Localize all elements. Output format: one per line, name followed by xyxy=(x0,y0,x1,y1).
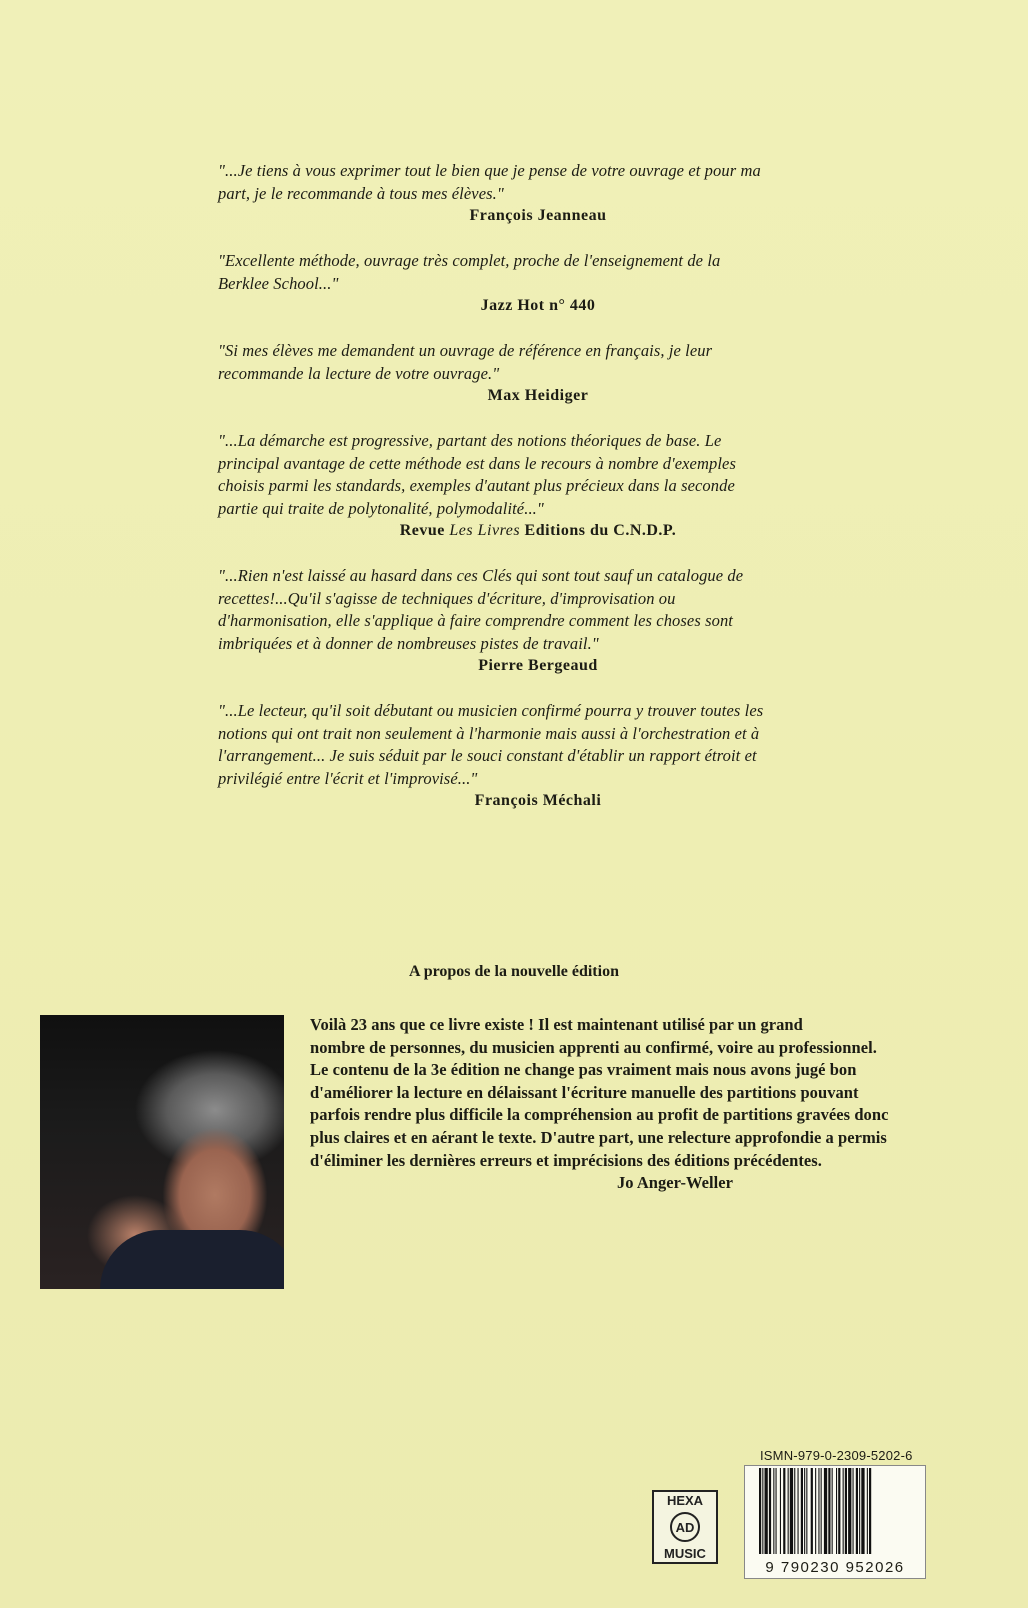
barcode-bar xyxy=(780,1468,781,1554)
barcode-bars xyxy=(759,1468,911,1554)
quote-author xyxy=(218,520,858,542)
quote-line: recommande la lecture de votre ouvrage." xyxy=(218,363,500,383)
quote-author: Pierre Bergeaud xyxy=(478,657,598,674)
quote-line: recettes!...Qu'il s'agisse de techniques d'écriture, d'improvisation ou xyxy=(218,588,676,608)
quote-line: "...La démarche est progressive, partant des notions théoriques de base. Le xyxy=(218,431,722,450)
barcode-bar xyxy=(838,1468,840,1554)
barcode-bar xyxy=(828,1468,830,1554)
barcode-bar xyxy=(804,1468,805,1554)
barcode-bar xyxy=(815,1468,816,1554)
logo-graphic xyxy=(652,1490,718,1564)
barcode-bar xyxy=(818,1468,819,1554)
quote-line: Berklee School..." xyxy=(218,273,339,293)
quote-line: "...Rien n'est laissé au hasard dans ces Clés qui sont tout sauf un catalogue de xyxy=(218,566,744,585)
barcode-bar xyxy=(790,1468,793,1554)
quote-author: Jazz Hot n° 440 xyxy=(480,297,596,314)
quote-line: d'harmonisation, elle s'applique à faire comprendre comment les choses sont xyxy=(218,611,733,630)
about-line: d'améliorer la lecture en délaissant l'écriture manuelle des partitions pouvant xyxy=(310,1082,859,1102)
about-line: plus claires et en aérant le texte. D'autre part, une relecture approfondie a permis xyxy=(310,1127,887,1147)
quote-line: "...Je tiens à vous exprimer tout le bien que je pense de votre ouvrage et pour ma xyxy=(218,161,761,180)
quote-author: François Jeanneau xyxy=(469,207,607,224)
barcode-bar xyxy=(836,1468,837,1554)
about-title: A propos de la nouvelle édition xyxy=(409,963,619,980)
barcode-bar xyxy=(811,1468,813,1554)
barcode-bar xyxy=(759,1468,761,1554)
barcode-bar xyxy=(776,1468,777,1554)
barcode-bar xyxy=(794,1468,795,1554)
quote-jazz-hot xyxy=(218,250,858,317)
ismn-code: ISMN-979-0-2309-5202-6 xyxy=(760,1448,913,1463)
photo-shoulders xyxy=(100,1230,284,1289)
barcode-bar xyxy=(798,1468,799,1554)
quote-author: François Méchali xyxy=(474,792,602,809)
quote-line: "Excellente méthode, ouvrage très complet, proche de l'enseignement de la xyxy=(218,251,721,270)
about-line: nombre de personnes, du musicien apprenti au confirmé, voire au professionnel. xyxy=(310,1037,877,1057)
about-line: parfois rendre plus difficile la compréhension au profit de partitions gravées donc xyxy=(310,1105,889,1125)
barcode-bar xyxy=(832,1468,833,1554)
about-line: Voilà 23 ans que ce livre existe ! Il est maintenant utilisé par un grand xyxy=(310,1015,803,1034)
quote-jeanneau xyxy=(218,160,858,227)
logo-bottom-text: MUSIC xyxy=(664,1546,706,1561)
barcode-bar xyxy=(788,1468,789,1554)
barcode-bar xyxy=(773,1468,774,1554)
barcode-bar xyxy=(801,1468,803,1554)
author-prefix: Revue xyxy=(399,522,450,539)
quote-heidiger xyxy=(218,340,858,407)
barcode-bar xyxy=(783,1468,785,1554)
quote-line: notions qui ont trait non seulement à l'harmonie mais aussi à l'orchestration et à xyxy=(218,723,760,743)
barcode xyxy=(744,1465,926,1579)
about-paragraph xyxy=(310,1014,980,1195)
barcode-bar xyxy=(861,1468,864,1554)
logo-top-text: HEXA xyxy=(666,1493,704,1508)
barcode-bar xyxy=(769,1468,771,1554)
barcode-digits: 9 790230 952026 xyxy=(765,1559,905,1576)
quote-author: Max Heidiger xyxy=(487,387,589,404)
barcode-bar xyxy=(853,1468,854,1554)
quote-mechali xyxy=(218,700,858,812)
quote-bergeaud xyxy=(218,565,858,677)
quote-line: privilégié entre l'écrit et l'improvisé..." xyxy=(218,768,478,788)
barcode-bar xyxy=(856,1468,858,1554)
quote-line: principal avantage de cette méthode est dans le recours à nombre d'exemples xyxy=(218,453,736,473)
about-author: Jo Anger-Weller xyxy=(616,1173,734,1193)
barcode-bar xyxy=(843,1468,844,1554)
quote-line: partie qui traite de polytonalité, polymodalité..." xyxy=(218,498,544,518)
barcode-bar xyxy=(765,1468,768,1554)
author-publication: Les Livres xyxy=(449,522,521,539)
quote-line: "Si mes élèves me demandent un ouvrage de référence en français, je leur xyxy=(218,341,713,360)
barcode-bar xyxy=(821,1468,822,1554)
barcode-bar xyxy=(848,1468,851,1554)
quote-line: imbriquées et à donner de nombreuses pistes de travail." xyxy=(218,633,599,653)
quote-line: choisis parmi les standards, exemples d'autant plus précieux dans la seconde xyxy=(218,476,735,495)
quote-line: l'arrangement... Je suis séduit par le souci constant d'établir un rapport étroit et xyxy=(218,746,757,765)
quote-cndp xyxy=(218,430,858,542)
barcode-bar xyxy=(867,1468,868,1554)
barcode-bar xyxy=(762,1468,763,1554)
barcode-bar xyxy=(845,1468,847,1554)
about-line: Le contenu de la 3e édition ne change pas vraiment mais nous avons jugé bon xyxy=(310,1060,857,1080)
barcode-bar xyxy=(869,1468,871,1554)
author-suffix: Editions du C.N.D.P. xyxy=(520,522,677,539)
quote-line: part, je le recommande à tous mes élèves." xyxy=(218,183,504,203)
barcode-bar xyxy=(806,1468,807,1554)
author-photo xyxy=(40,1015,284,1289)
hexa-ad-music-logo xyxy=(652,1490,718,1564)
logo-middle-text: AD xyxy=(675,1520,695,1535)
barcode-bar xyxy=(824,1468,827,1554)
barcode-bar xyxy=(859,1468,860,1554)
about-line: d'éliminer les dernières erreurs et imprécisions des éditions précédentes. xyxy=(310,1150,822,1170)
quote-line: "...Le lecteur, qu'il soit débutant ou musicien confirmé pourra y trouver toutes les xyxy=(218,701,764,720)
